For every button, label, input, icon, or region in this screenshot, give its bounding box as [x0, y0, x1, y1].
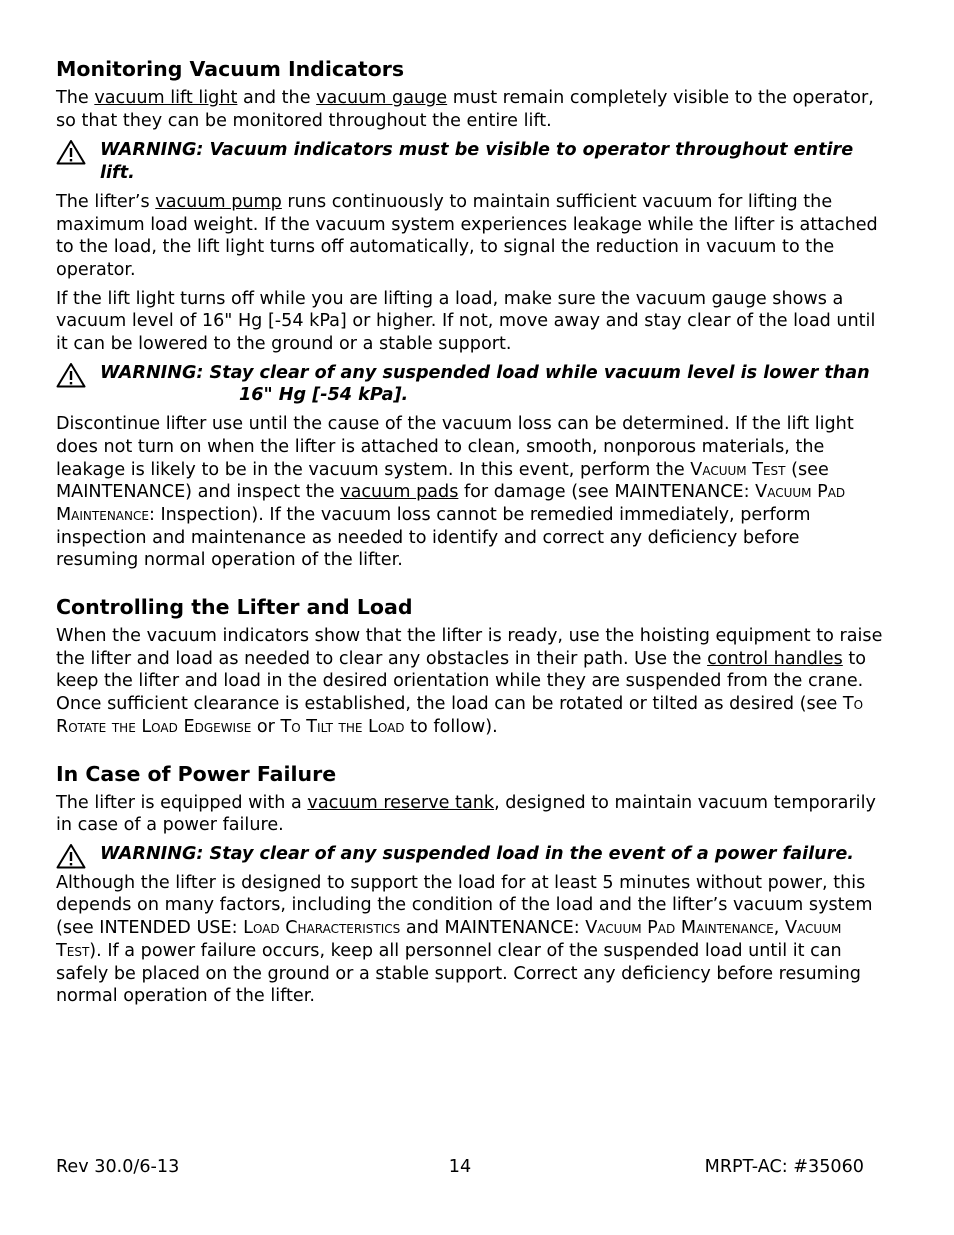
reference-load-characteristics: Load Characteristics [243, 918, 401, 939]
paragraph: When the vacuum indicators show that the lifter is ready, use the hoisting equipment to raise the lifter and load as needed to clear any obstacles in their path. Use the control handles to keep the lifter and load in the desired orientation while they are suspended from the crane. Once sufficient clearance is established, the load can be rotated or tilted as desired (see To Rotate the Load Edgewise or To Tilt the Load to follow). [56, 626, 883, 737]
term-vacuum-reserve-tank: vacuum reserve tank [307, 792, 495, 813]
paragraph: Discontinue lifter use until the cause of the vacuum loss can be determined. If the lift light does not turn on when the lifter is attached to clean, smooth, nonporous materials, the leakage is likely to be in the vacuum system. In this event, perform the Vacuum Test (see MAINTENANCE) and inspect the vacuum pads for damage (see MAINTENANCE: Vacuum Pad Maintenance: Inspection). If the vacuum loss cannot be remedied immediately, perform inspection and maintenance as needed to identify and correct any deficiency before resuming normal operation of the lifter. [56, 414, 854, 571]
reference-vacuum-test: Vacuum Test [56, 918, 842, 961]
term-vacuum-lift-light: vacuum lift light [94, 88, 238, 108]
reference-vacuum-test: Vacuum Test [690, 459, 786, 480]
reference-tilt-load: To Tilt the Load [280, 716, 405, 737]
paragraph: The lifter’s vacuum pump runs continuously to maintain sufficient vacuum for lifting the maximum load weight. If the vacuum system experiences leakage while the lifter is attached to the load, the lift light turns off automatically, to signal the reduction in vacuum to the operator. [56, 191, 878, 280]
section-heading-power-failure: In Case of Power Failure [56, 761, 337, 786]
paragraph: Although the lifter is designed to support the load for at least 5 minutes without power, this depends on many factors, including the condition of the load and the lifter’s vacuum system (see INTENDED USE: Load Characteristics and MAINTENANCE: Vacuum Pad Maintenance, Vacuum Test). If a power failure occurs, keep all personnel clear of the suspended load until it can safely be placed on the ground or a stable support. Correct any deficiency before resuming normal operation of the lifter. [56, 872, 873, 1007]
warning-note: WARNING: Vacuum indicators must be visible to operator throughout entire lift. [56, 139, 886, 184]
term-vacuum-pads: vacuum pads [340, 482, 459, 503]
document-id: MRPT-AC: #35060 [704, 1157, 864, 1177]
revision-label: Rev 30.0/6-13 [56, 1157, 180, 1177]
warning-note: WARNING: Stay clear of any suspended load in the event of a power failure. [56, 843, 886, 866]
reference-vacuum-pad-maintenance: Vacuum Pad Maintenance [585, 918, 774, 939]
section-heading-controlling: Controlling the Lifter and Load [56, 595, 413, 620]
page-number: 14 [448, 1157, 472, 1177]
term-control-handles: control handles [707, 648, 843, 669]
term-vacuum-gauge: vacuum gauge [316, 88, 448, 108]
reference-vacuum-pad-maintenance: Vacuum Pad Maintenance [56, 482, 846, 525]
paragraph: The lifter is equipped with a vacuum reserve tank, designed to maintain vacuum temporarily in case of a power failure. [56, 792, 876, 836]
warning-note: WARNING: Stay clear of any suspended load while vacuum level is lower than 16" Hg [-54 kPa]. [56, 362, 886, 407]
manual-page [56, 56, 886, 1008]
term-vacuum-pump: vacuum pump [155, 191, 282, 212]
paragraph: If the lift light turns off while you are lifting a load, make sure the vacuum gauge shows a vacuum level of 16" Hg [-54 kPa] or higher. If not, move away and stay clear of the load until it can be lowered to the ground or a stable support. [56, 288, 876, 355]
warning-triangle-icon [56, 843, 86, 869]
warning-triangle-icon [56, 139, 86, 165]
section-heading-monitoring: Monitoring Vacuum Indicators [56, 57, 405, 81]
paragraph: The vacuum lift light and the vacuum gauge must remain completely visible to the operator, so that they can be monitored throughout the entire lift. [56, 88, 874, 131]
reference-rotate-load: To Rotate the Load Edgewise [56, 694, 864, 737]
warning-triangle-icon [56, 362, 86, 388]
